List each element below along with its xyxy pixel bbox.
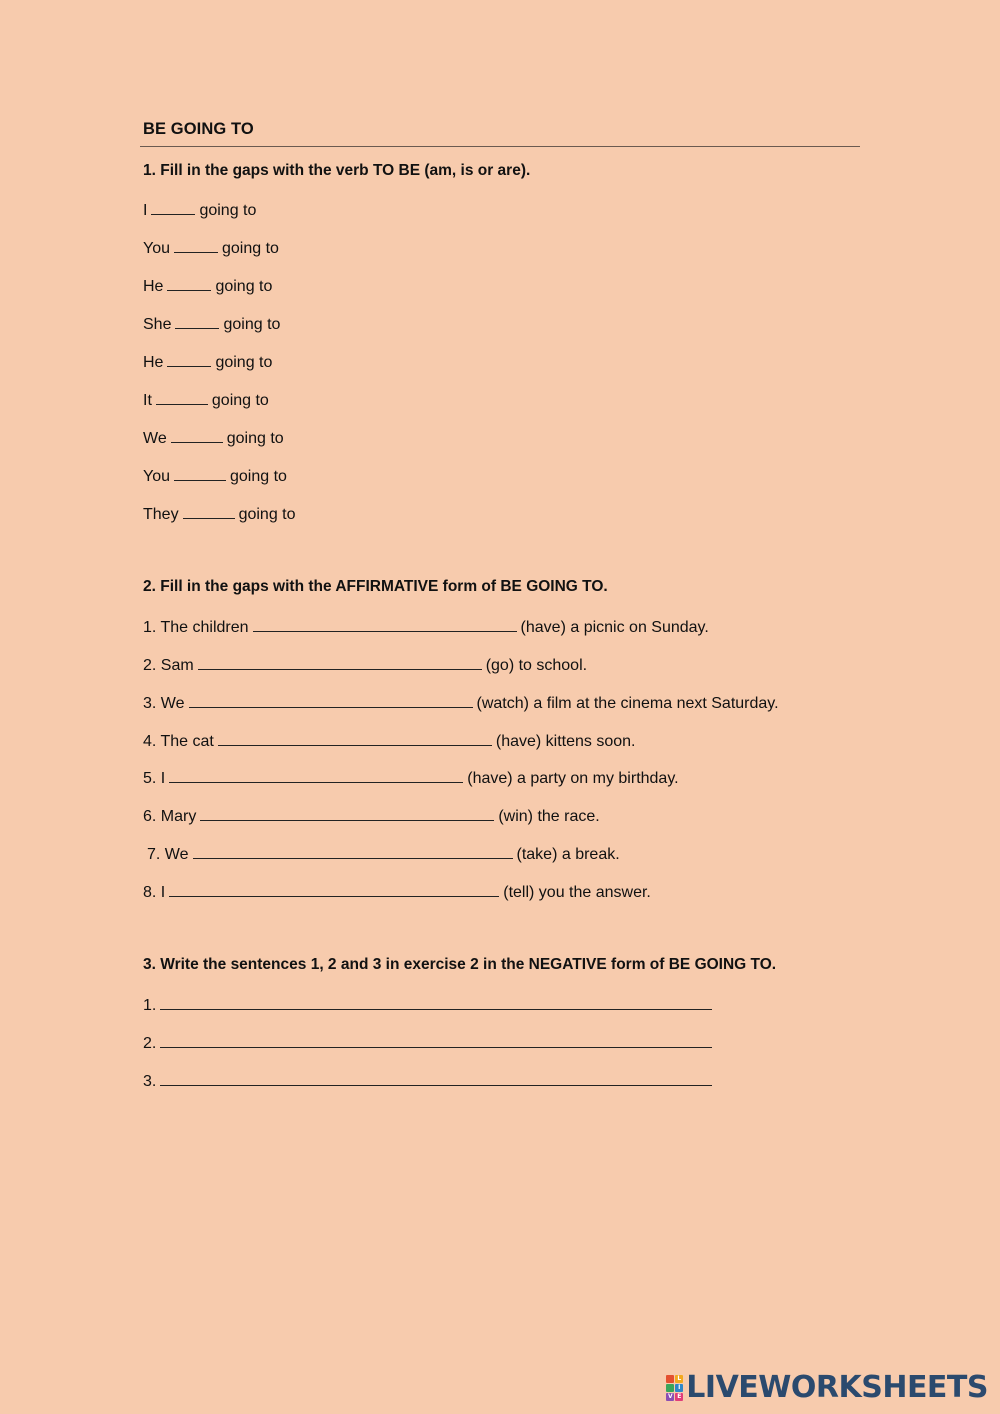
- answer-blank[interactable]: [183, 504, 235, 519]
- exercise-2-item: [143, 655, 587, 676]
- exercise-1-item: [143, 200, 256, 221]
- exercise-1-item: [143, 504, 296, 525]
- answer-blank[interactable]: [160, 1071, 712, 1086]
- item-prefix: 4. The cat: [143, 733, 214, 750]
- answer-blank[interactable]: [169, 768, 463, 783]
- exercise-2-item: [147, 844, 620, 865]
- phrase-label: going to: [226, 430, 284, 447]
- title-divider: [140, 146, 860, 147]
- logo-mark-icon: [666, 1375, 683, 1401]
- answer-blank[interactable]: [156, 390, 208, 405]
- item-number: 3.: [143, 1073, 157, 1090]
- logo-text: LIVEWORKSHEETS: [686, 1370, 988, 1405]
- phrase-label: going to: [215, 354, 273, 371]
- answer-blank[interactable]: [174, 238, 218, 253]
- item-prefix: 8. I: [143, 884, 166, 901]
- exercise-2-item: [143, 768, 679, 789]
- phrase-label: going to: [222, 240, 279, 257]
- logo-mark-tile: I: [675, 1384, 683, 1392]
- item-prefix: 3. We: [143, 695, 185, 712]
- answer-blank[interactable]: [200, 806, 494, 821]
- item-suffix: (have) a party on my birthday.: [467, 770, 679, 787]
- item-number: 1.: [143, 997, 157, 1014]
- answer-blank[interactable]: [189, 693, 473, 708]
- answer-blank[interactable]: [160, 1033, 712, 1048]
- item-suffix: (have) kittens soon.: [495, 733, 636, 750]
- exercise-1-item: [143, 428, 284, 449]
- phrase-label: going to: [223, 316, 281, 333]
- exercise-3-item: [143, 995, 716, 1016]
- subject-label: You: [143, 468, 170, 485]
- exercise-2-item: [143, 882, 651, 903]
- logo-mark-tile: E: [677, 1393, 682, 1400]
- item-prefix: 5. I: [143, 770, 166, 787]
- item-number: 2.: [143, 1035, 157, 1052]
- item-suffix: (tell) you the answer.: [503, 884, 651, 901]
- item-prefix: 7. We: [147, 846, 189, 863]
- item-suffix: (have) a picnic on Sunday.: [520, 619, 709, 636]
- answer-blank[interactable]: [171, 428, 223, 443]
- subject-label: They: [143, 506, 179, 523]
- exercise-1-item: [143, 314, 280, 335]
- item-prefix: 1. The children: [143, 619, 249, 636]
- liveworksheets-logo: [666, 1372, 988, 1404]
- section-3-heading: 3. Write the sentences 1, 2 and 3 in exercise 2 in the NEGATIVE form of BE GOING TO.: [143, 956, 777, 973]
- answer-blank[interactable]: [169, 882, 499, 897]
- phrase-label: going to: [211, 392, 269, 409]
- exercise-1-item: [143, 276, 272, 297]
- logo-mark-tile: V: [667, 1393, 673, 1400]
- exercise-3-item: [143, 1033, 716, 1054]
- subject-label: It: [143, 392, 152, 409]
- section-1-heading: 1. Fill in the gaps with the verb TO BE (am, is or are).: [143, 162, 531, 179]
- answer-blank[interactable]: [253, 617, 517, 632]
- logo-mark-tile: [666, 1375, 674, 1383]
- answer-blank[interactable]: [193, 844, 513, 859]
- exercise-1-item: [143, 466, 287, 487]
- exercise-1-item: [143, 352, 272, 373]
- subject-label: We: [143, 430, 167, 447]
- exercise-1-item: [143, 238, 279, 259]
- subject-label: You: [143, 240, 170, 257]
- exercise-1-item: [143, 390, 269, 411]
- exercise-3-item: [143, 1071, 716, 1092]
- logo-mark-tile: L: [675, 1375, 683, 1383]
- phrase-label: going to: [238, 506, 296, 523]
- subject-label: He: [143, 278, 164, 295]
- item-prefix: 6. Mary: [143, 808, 197, 825]
- item-suffix: (take) a break.: [516, 846, 620, 863]
- page-title: BE GOING TO: [143, 120, 254, 138]
- subject-label: She: [143, 316, 172, 333]
- answer-blank[interactable]: [151, 200, 195, 215]
- phrase-label: going to: [215, 278, 273, 295]
- section-2-heading: 2. Fill in the gaps with the AFFIRMATIVE form of BE GOING TO.: [143, 578, 608, 595]
- subject-label: I: [143, 202, 148, 219]
- answer-blank[interactable]: [160, 995, 712, 1010]
- answer-blank[interactable]: [167, 276, 211, 291]
- phrase-label: going to: [199, 202, 257, 219]
- exercise-2-item: [143, 806, 600, 827]
- answer-blank[interactable]: [175, 314, 219, 329]
- item-suffix: (win) the race.: [498, 808, 600, 825]
- answer-blank[interactable]: [174, 466, 226, 481]
- item-prefix: 2. Sam: [143, 657, 194, 674]
- answer-blank[interactable]: [218, 731, 492, 746]
- exercise-2-item: [143, 731, 635, 752]
- exercise-2-item: [143, 693, 779, 714]
- item-suffix: (watch) a film at the cinema next Saturday.: [476, 695, 779, 712]
- item-suffix: (go) to school.: [485, 657, 588, 674]
- answer-blank[interactable]: [167, 352, 211, 367]
- exercise-2-item: [143, 617, 709, 638]
- subject-label: He: [143, 354, 164, 371]
- answer-blank[interactable]: [198, 655, 482, 670]
- phrase-label: going to: [230, 468, 287, 485]
- logo-mark-tile: [666, 1384, 674, 1392]
